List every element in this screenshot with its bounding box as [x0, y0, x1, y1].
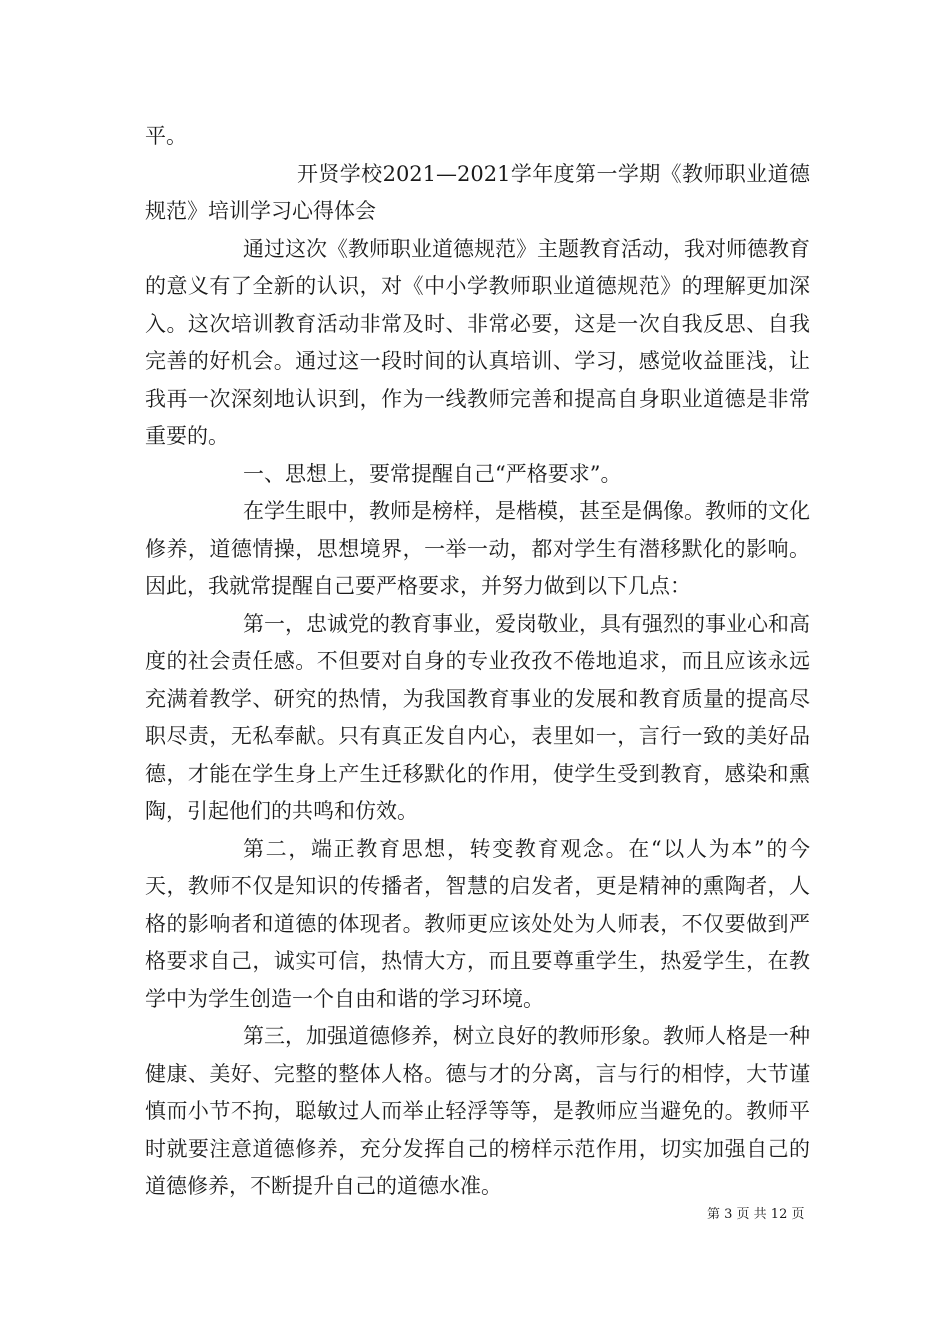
paragraph-intro: 通过这次《教师职业道德规范》主题教育活动，我对师德教育的意义有了全新的认识，对《中小学教师职业道德规范》的理解更加深入。这次培训教育活动非常及时、非常必要，这是一次自我反思、自我完善的好机会。通过这一段时间的认真培训、学习，感觉收益匪浅，让我再一次深刻地认识到，作为一线教师完善和提高自身职业道德是非常重要的。 [145, 236, 810, 448]
document-body [145, 118, 810, 1206]
paragraph-point-3: 第三，加强道德修养，树立良好的教师形象。教师人格是一种健康、美好、完整的整体人格。德与才的分离，言与行的相悖，大节谨慎而小节不拘，聪敏过人而举止轻浮等等，是教师应当避免的。教师平时就要注意道德修养，充分发挥自己的榜样示范作用，切实加强自己的道德修养，不断提升自己的道德水准。 [145, 1024, 810, 1198]
paragraph-role-model: 在学生眼中，教师是榜样，是楷模，甚至是偶像。教师的文化修养，道德情操，思想境界，一举一动，都对学生有潜移默化的影响。因此，我就常提醒自己要严格要求，并努力做到以下几点： [145, 499, 810, 598]
paragraph-point-2: 第二，端正教育思想，转变教育观念。在“以人为本”的今天，教师不仅是知识的传播者，智慧的启发者，更是精神的熏陶者，人格的影响者和道德的体现者。教师更应该处处为人师表，不仅要做到严格要求自己，诚实可信，热情大方，而且要尊重学生，热爱学生，在教学中为学生创造一个自由和谐的学习环境。 [145, 836, 810, 1011]
section-heading-1: 一、思想上，要常提醒自己“严格要求”。 [243, 461, 622, 486]
document-title: 开贤学校2021—2021学年度第一学期《教师职业道德规范》培训学习心得体会 [145, 161, 810, 223]
page-number-footer: 第 3 页 共 12 页 [707, 1207, 805, 1222]
continuation-line: 平。 [145, 124, 187, 148]
paragraph-point-1: 第一，忠诚党的教育事业，爱岗敬业，具有强烈的事业心和高度的社会责任感。不但要对自身的专业孜孜不倦地追求，而且应该永远充满着教学、研究的热情，为我国教育事业的发展和教育质量的提高尽职尽责，无私奉献。只有真正发自内心，表里如一，言行一致的美好品德，才能在学生身上产生迁移默化的作用，使学生受到教育，感染和熏陶，引起他们的共鸣和仿效。 [145, 611, 810, 823]
